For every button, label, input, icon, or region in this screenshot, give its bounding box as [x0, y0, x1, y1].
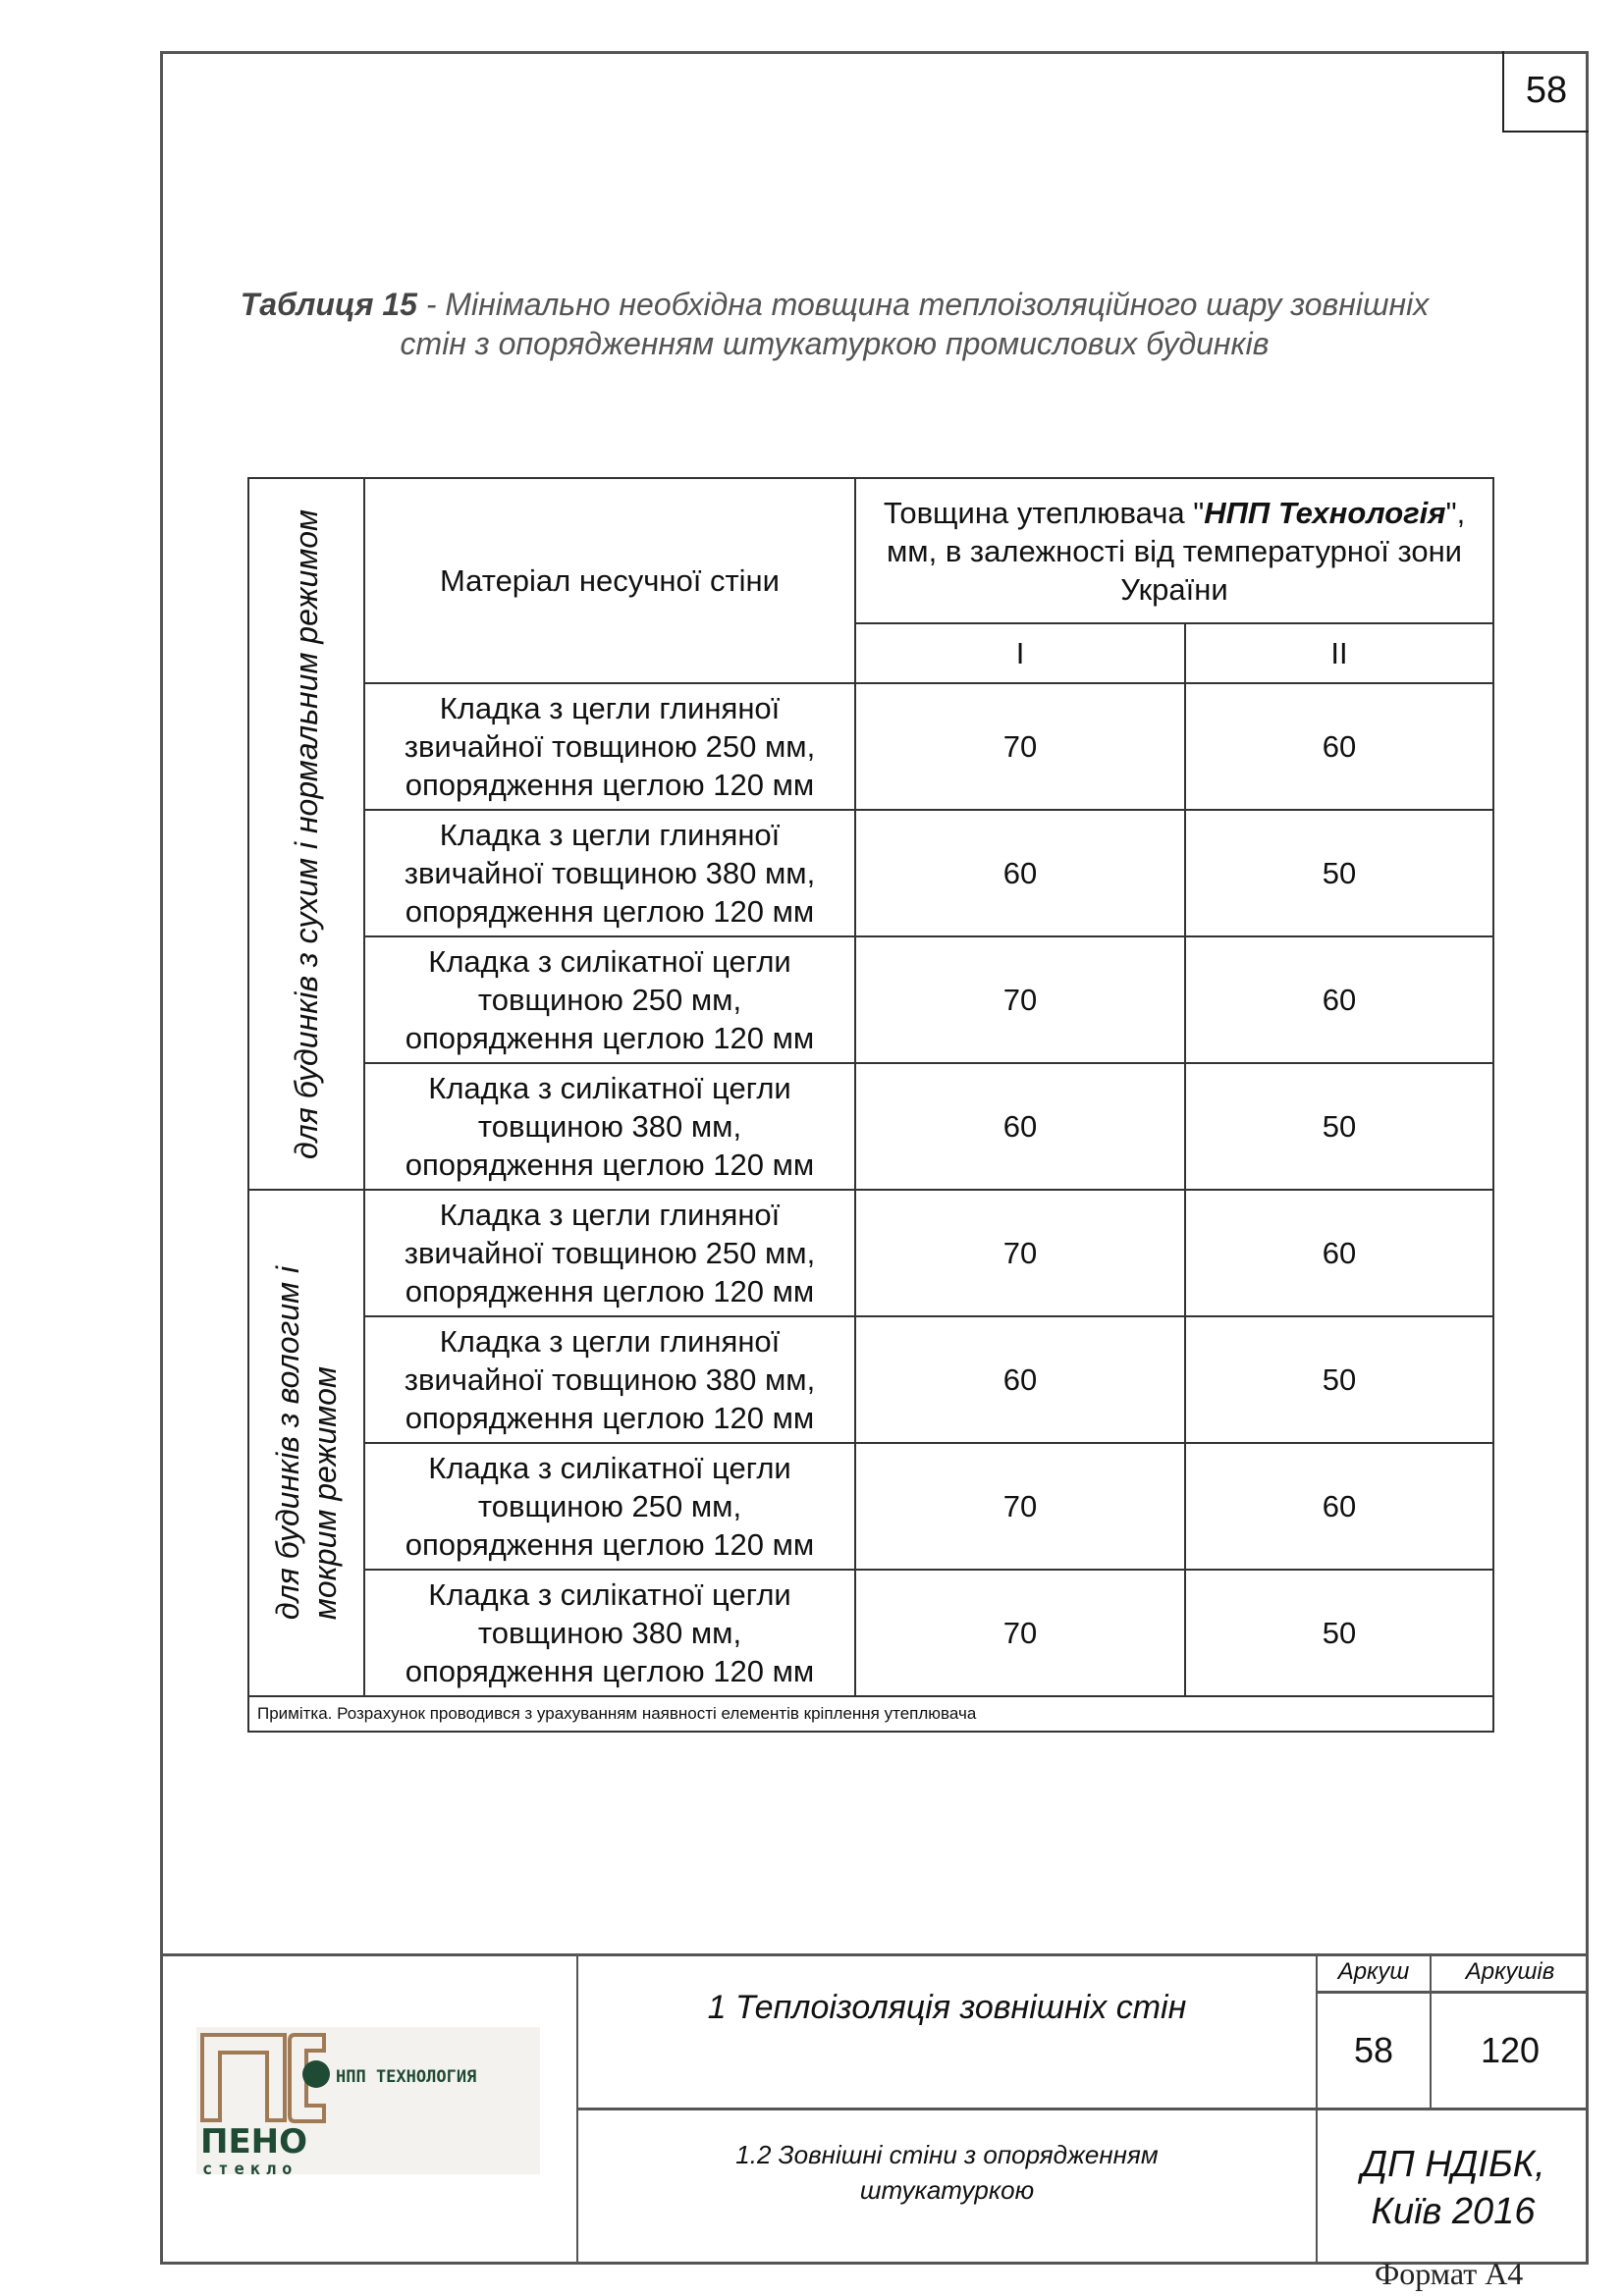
table-row — [248, 1063, 1493, 1190]
sheets-value: 120 — [1480, 2030, 1541, 2070]
subsection-line1: 1.2 Зовнішні стіни з опорядженням — [735, 2139, 1159, 2169]
org-line1: ДП НДІБК, — [1361, 2143, 1545, 2185]
group-label-humid-wet — [248, 1190, 364, 1696]
format-label: Формат А4 — [1375, 2256, 1524, 2291]
group-label-dry-normal — [248, 478, 364, 1190]
zone2-value: 60 — [1185, 683, 1493, 810]
section-title: 1 Теплоізоляція зовнішніх стін — [707, 1988, 1187, 2026]
page-number: 58 — [1502, 51, 1589, 133]
penosteklo-logo-icon — [196, 2027, 540, 2179]
logo-word2-text: стекло — [202, 2160, 298, 2179]
caption-separator: - — [416, 287, 446, 322]
material-cell: Кладка з силікатної цегли товщиною 250 мм, опорядження цеглою 120 мм — [364, 936, 855, 1063]
table-row — [248, 1443, 1493, 1570]
organization — [1318, 2110, 1589, 2265]
header-thickness-line3: України — [1120, 571, 1228, 607]
logo-word1-text: ПЕНО — [200, 2122, 308, 2162]
zone2-value: 50 — [1185, 1063, 1493, 1190]
header-thickness-suffix: ", — [1445, 495, 1466, 530]
header-zone-1: I — [855, 623, 1185, 683]
material-cell: Кладка з цегли глиняної звичайної товщиною 250 мм, опорядження цеглою 120 мм — [364, 1190, 855, 1316]
header-zone-2: II — [1185, 623, 1493, 683]
table-row — [248, 1190, 1493, 1316]
header-thickness-prefix: Товщина утеплювача " — [883, 495, 1205, 530]
zone1-value: 70 — [855, 1190, 1185, 1316]
group-label-text: для будинків з вологим і — [270, 1265, 305, 1621]
group-label-text: для будинків з сухим і нормальним режимом — [289, 508, 324, 1159]
material-cell: Кладка з силікатної цегли товщиною 380 мм, опорядження цеглою 120 мм — [364, 1570, 855, 1696]
zone1-value: 70 — [855, 936, 1185, 1063]
zone2-value: 60 — [1185, 1190, 1493, 1316]
material-cell: Кладка з силікатної цегли товщиною 250 мм, опорядження цеглою 120 мм — [364, 1443, 855, 1570]
insulation-thickness-table — [247, 477, 1494, 1733]
zone2-value: 50 — [1185, 1570, 1493, 1696]
caption-text-line2: стін з опорядженням штукатуркою промислових будинків — [400, 326, 1270, 361]
table-row — [248, 1316, 1493, 1443]
sheets-label: Аркушів — [1465, 1958, 1555, 1985]
caption-text-line1: Мінімально необхідна товщина теплоізоляційного шару зовнішніх — [445, 287, 1430, 322]
company-logo — [196, 2027, 540, 2179]
material-cell: Кладка з цегли глиняної звичайної товщиною 380 мм, опорядження цеглою 120 мм — [364, 1316, 855, 1443]
zone2-value: 50 — [1185, 810, 1493, 936]
zone2-value: 60 — [1185, 1443, 1493, 1570]
zone1-value: 60 — [855, 810, 1185, 936]
zone1-value: 60 — [855, 1316, 1185, 1443]
zone1-value: 60 — [855, 1063, 1185, 1190]
table-row — [248, 1570, 1493, 1696]
zone1-value: 70 — [855, 1443, 1185, 1570]
header-thickness-line2: мм, в залежності від температурної зони — [886, 533, 1463, 568]
sheet-label: Аркуш — [1337, 1958, 1410, 1985]
subsection-line2: штукатуркою — [859, 2174, 1035, 2205]
header-brand: НПП Технологія — [1204, 495, 1446, 530]
header-thickness — [855, 478, 1493, 623]
sheet-value: 58 — [1353, 2030, 1394, 2070]
material-cell: Кладка з силікатної цегли товщиною 380 мм, опорядження цеглою 120 мм — [364, 1063, 855, 1190]
zone1-value: 70 — [855, 683, 1185, 810]
zone2-value: 50 — [1185, 1316, 1493, 1443]
material-cell: Кладка з цегли глиняної звичайної товщиною 380 мм, опорядження цеглою 120 мм — [364, 810, 855, 936]
logo-company-text: НПП ТЕХНОЛОГИЯ — [336, 2067, 477, 2087]
caption-label: Таблиця 15 — [240, 287, 417, 322]
zone1-value: 70 — [855, 1570, 1185, 1696]
subsection-title — [578, 2110, 1316, 2233]
group-label-text: мокрим режимом — [307, 1366, 343, 1621]
table-note: Примітка. Розрахунок проводився з урахуванням наявності елементів кріплення утеплювача — [248, 1696, 1493, 1732]
table-row — [248, 810, 1493, 936]
header-material: Матеріал несучної стіни — [364, 478, 855, 683]
table-caption — [196, 285, 1473, 363]
table-row — [248, 683, 1493, 810]
zone2-value: 60 — [1185, 936, 1493, 1063]
org-line2: Київ 2016 — [1371, 2190, 1536, 2232]
table-row — [248, 936, 1493, 1063]
material-cell: Кладка з цегли глиняної звичайної товщиною 250 мм, опорядження цеглою 120 мм — [364, 683, 855, 810]
